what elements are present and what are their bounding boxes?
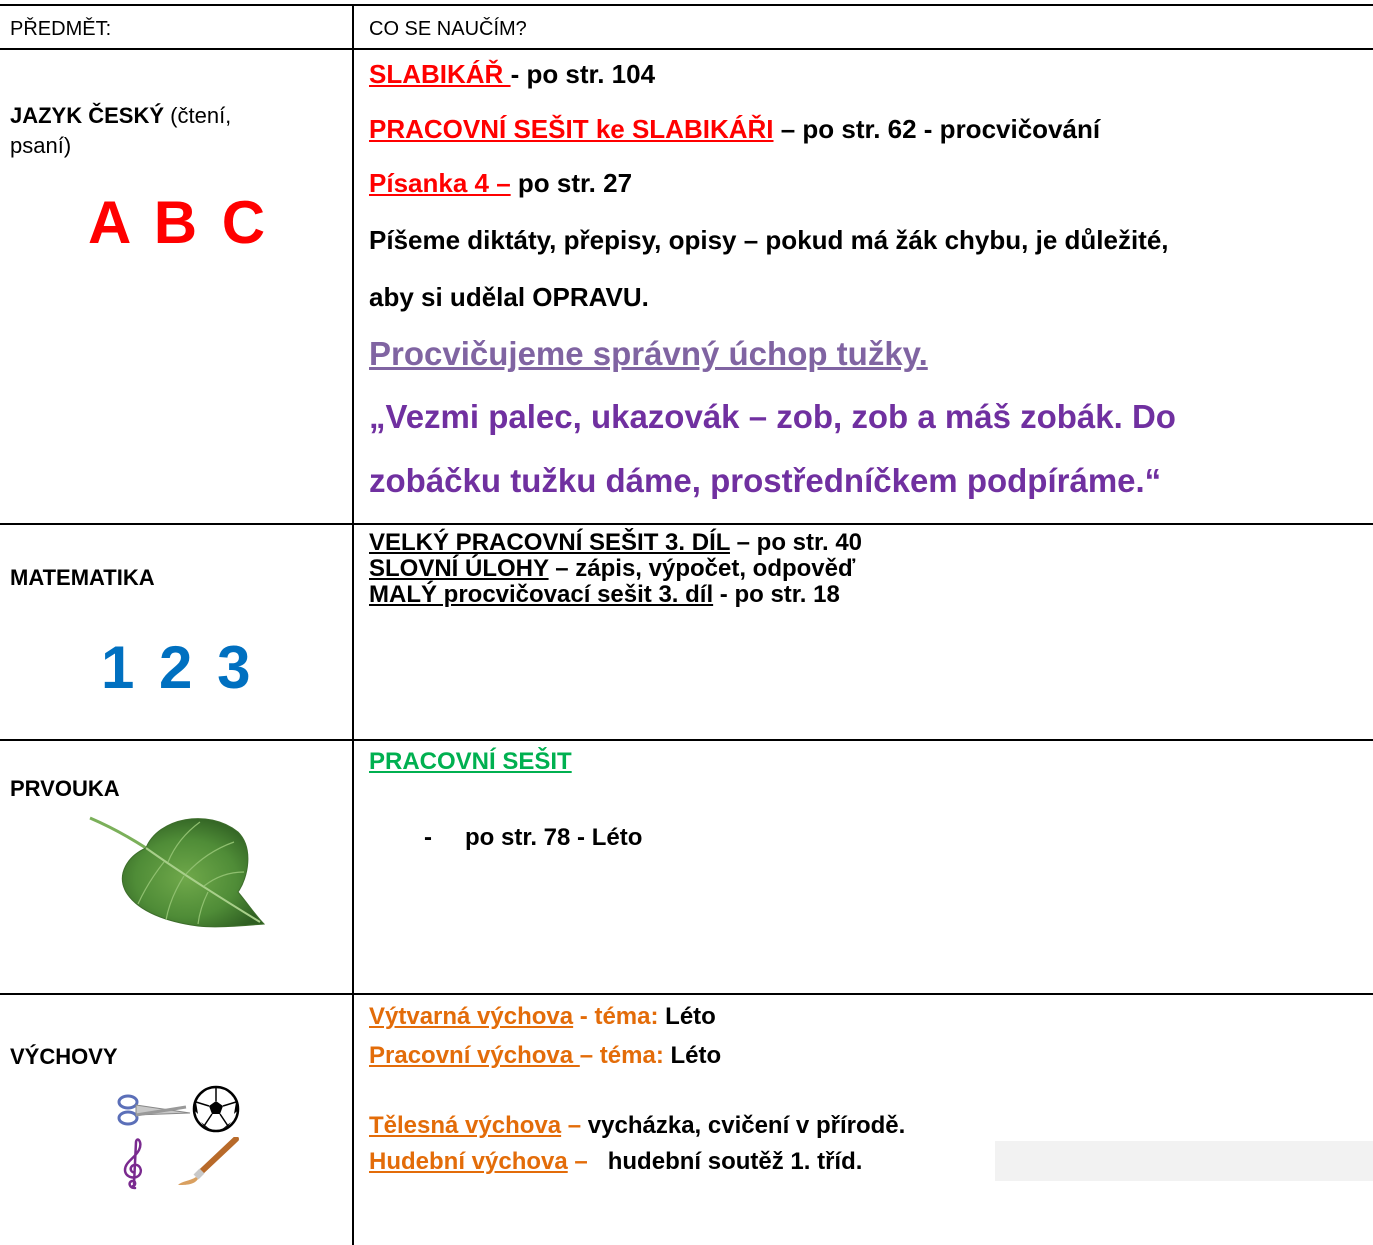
velky-sesit-link[interactable]: VELKÝ PRACOVNÍ SEŠIT 3. DÍL [369,529,730,556]
top-border [0,4,1373,6]
prvouka-line-str: po str. 78 - Léto [465,824,643,851]
cesky-line-uchop: Procvičujeme správný úchop tužky. [369,335,928,372]
vytvarna-vychova-link[interactable]: Výtvarná výchova [369,1003,574,1030]
pracovni-sesit-link[interactable]: PRACOVNÍ SEŠIT ke SLABIKÁŘI [369,114,774,144]
subject-cesky-note-2: psaní) [10,133,72,158]
subject-cesky-note-1: (čtení, [164,103,232,128]
mat-line-maly-sesit: MALÝ procvičovací sešit 3. díl - po str. 18 [369,581,840,608]
slabikar-link[interactable]: SLABIKÁŘ [369,59,511,89]
scissors-icon [116,1093,192,1127]
numbers-123: 1 2 3 [101,634,255,701]
abc-letters: A B C [88,189,270,256]
vychovy-line-telesna: Tělesná výchova – vycházka, cvičení v přírodě. [369,1112,906,1139]
cesky-line-slabikar: SLABIKÁŘ - po str. 104 [369,59,656,89]
hudebni-shading [995,1141,1373,1181]
prvouka-bullet: - [424,824,432,851]
prvouka-pracovni-sesit-link[interactable]: PRACOVNÍ SEŠIT [369,748,572,775]
cesky-line-pisanka: Písanka 4 – po str. 27 [369,168,633,198]
mat-line-velky-sesit: VELKÝ PRACOVNÍ SEŠIT 3. DÍL – po str. 40 [369,529,863,556]
soccer-ball-icon [191,1084,241,1134]
subject-prvouka: PRVOUKA [10,776,120,801]
hudebni-vychova-link[interactable]: Hudební výchova [369,1148,568,1175]
pisanka-link[interactable]: Písanka 4 – [369,168,511,198]
subject-matematika: MATEMATIKA [10,565,155,590]
cesky-line-oprava: aby si udělal OPRAVU. [369,282,649,312]
row-divider-3 [0,993,1373,995]
cesky-line-pracovni-sesit: PRACOVNÍ SEŠIT ke SLABIKÁŘI – po str. 62 - procvičování [369,114,1101,144]
cesky-line-rhyme-1: „Vezmi palec, ukazovák – zob, zob a máš zobák. Do [369,398,1176,435]
telesna-vychova-link[interactable]: Tělesná výchova [369,1112,562,1139]
vychovy-line-vytvarna: Výtvarná výchova - téma: Léto [369,1003,716,1030]
cesky-line-diktaty: Píšeme diktáty, přepisy, opisy – pokud má žák chybu, je důležité, [369,225,1169,255]
subject-cesky-name: JAZYK ČESKÝ [10,103,165,128]
vychovy-line-hudebni: Hudební výchova – hudební soutěž 1. tříd. [369,1148,863,1175]
vychovy-line-pracovni: Pracovní výchova – téma: Léto [369,1042,722,1069]
slovni-ulohy-link[interactable]: SLOVNÍ ÚLOHY [369,555,549,582]
column-divider [352,4,354,1245]
paintbrush-icon [176,1137,240,1187]
treble-clef-icon [121,1138,147,1190]
leaf-picture [88,808,268,936]
cesky-line-rhyme-2: zobáčku tužku dáme, prostředníčkem podpíráme.“ [369,462,1162,499]
header-divider [0,48,1373,50]
subject-vychovy: VÝCHOVY [10,1044,118,1069]
header-subject: PŘEDMĚT: [10,18,112,40]
maly-sesit-link[interactable]: MALÝ procvičovací sešit 3. díl [369,581,714,608]
pracovni-vychova-link[interactable]: Pracovní výchova [369,1042,580,1069]
row-divider-1 [0,523,1373,525]
header-content: CO SE NAUČÍM? [369,18,527,40]
row-divider-2 [0,739,1373,741]
subject-cesky [10,101,231,161]
mat-line-slovni-ulohy: SLOVNÍ ÚLOHY – zápis, výpočet, odpověď [369,555,856,582]
